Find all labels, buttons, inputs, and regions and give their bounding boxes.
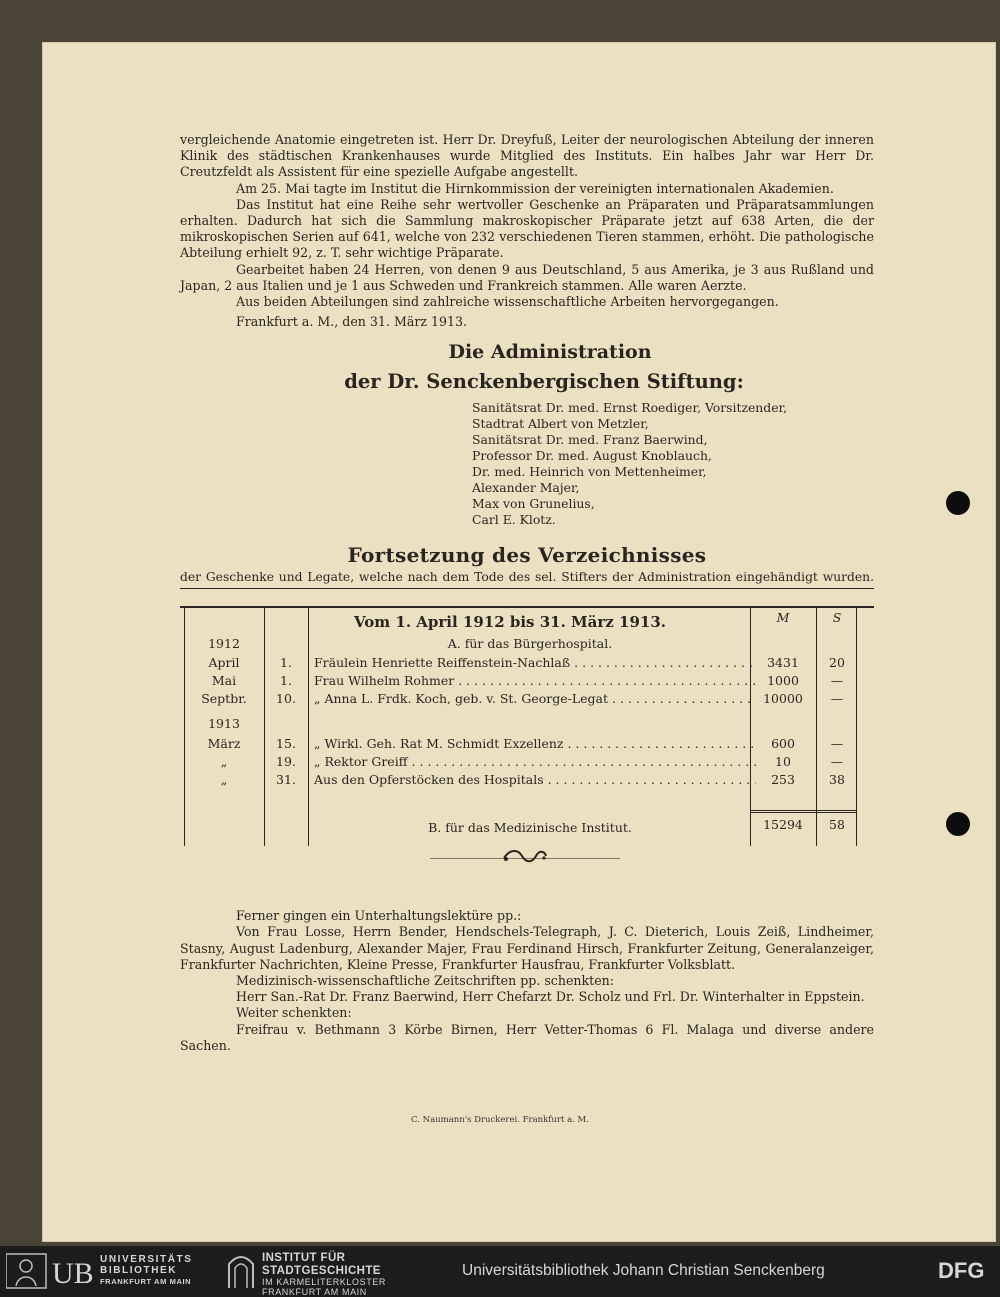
dateline: Frankfurt a. M., den 31. März 1913.: [236, 314, 468, 330]
mark-column-header: M: [776, 610, 790, 626]
signatory-list: [472, 400, 874, 527]
row-description: „ Wirkl. Geh. Rat M. Schmidt Exzellenz . . .: [314, 736, 756, 752]
foundation-heading: der Dr. Senckenbergischen Stiftung:: [344, 370, 744, 394]
ornament-divider: [430, 858, 620, 859]
list-subtitle: der Geschenke und Legate, welche nach dem Tode des sel. Stifters der Administration eingehändigt wurden.: [180, 569, 874, 589]
signatory: Sanitätsrat Dr. med. Ernst Roediger, Vorsitzender,: [472, 400, 788, 416]
signatory: Alexander Majer,: [472, 479, 580, 495]
signatory: Sanitätsrat Dr. med. Franz Baerwind,: [472, 432, 708, 448]
intro-paragraph: Das Institut hat eine Reihe sehr wertvoller Geschenke an Präparaten und Präparatsammlungen erhalten. Dadurch hat sich die Sammlung makroskopischer Präparate jetzt auf 638 Arten, die der mikroskopischen Serien auf 641, welche von 232 verschiedenen Tieren stammen, erhöht. Die pathologische Abteilung erhielt 92, z. T. sehr wichtige Präparate.: [180, 196, 874, 261]
row-pfennig: 38: [829, 772, 845, 788]
row-pfennig: —: [830, 691, 844, 707]
row-mark: 253: [771, 772, 795, 788]
row-description: „ Rektor Greiff . . .: [314, 754, 756, 770]
row-mark: 10: [775, 754, 791, 770]
signatory: Professor Dr. med. August Knoblauch,: [472, 448, 712, 464]
column-rule: [264, 608, 265, 846]
row-description: „ Anna L. Frdk. Koch, geb. v. St. George-Legat . . .: [314, 691, 756, 707]
row-month: Septbr.: [201, 691, 247, 707]
document-body: [180, 132, 874, 1054]
total-pfennig: 58: [829, 817, 845, 833]
signatory: Dr. med. Heinrich von Mettenheimer,: [472, 464, 707, 480]
row-description: Aus den Opferstöcken des Hospitals . . .: [314, 772, 756, 788]
svg-text:DFG: DFG: [938, 1258, 985, 1282]
dfg-logo-icon: [938, 1258, 994, 1282]
row-description: Fräulein Henriette Reiffenstein-Nachlaß . . .: [314, 655, 756, 671]
isg-wordmark-line: IM KARMELITERKLOSTER: [262, 1277, 387, 1287]
total-rule: [750, 810, 856, 811]
section-a-heading: A. für das Bürgerhospital.: [447, 636, 613, 652]
ub-wordmark-line: UNIVERSITÄTS: [100, 1254, 193, 1265]
isg-wordmark: [262, 1252, 386, 1297]
row-pfennig: 20: [829, 655, 845, 671]
row-description: Frau Wilhelm Rohmer . . .: [314, 673, 756, 689]
row-month: März: [207, 736, 241, 752]
year-label: 1913: [208, 716, 240, 732]
viewer-footer: [0, 1246, 1000, 1295]
ornament-row: [180, 846, 874, 876]
donor-paragraph: Medizinisch-wissenschaftliche Zeitschriften pp. schenkten:: [236, 972, 615, 988]
library-name: Universitätsbibliothek Johann Christian Senckenberg: [462, 1262, 825, 1279]
signatory: Carl E. Klotz.: [472, 511, 556, 527]
row-mark: 10000: [763, 691, 803, 707]
donor-paragraph: Ferner gingen ein Unterhaltungslektüre pp.:: [236, 908, 522, 924]
punch-hole: [946, 491, 970, 515]
row-mark: 600: [771, 736, 795, 752]
isg-wordmark-line: FRANKFURT AM MAIN: [262, 1287, 367, 1297]
signatory: Max von Grunelius,: [472, 495, 595, 511]
isg-wordmark-line: INSTITUT FÜR: [262, 1252, 346, 1264]
row-day: 10.: [276, 691, 296, 707]
year-label: 1912: [208, 636, 240, 652]
column-rule: [308, 608, 309, 846]
signatory: Stadtrat Albert von Metzler,: [472, 416, 649, 432]
row-month: „: [220, 772, 228, 788]
total-mark: 15294: [763, 817, 803, 833]
donor-paragraph: Herr San.-Rat Dr. Franz Baerwind, Herr Chefarzt Dr. Scholz und Frl. Dr. Winterhalter in Eppstein.: [236, 989, 865, 1005]
row-day: 1.: [280, 655, 292, 671]
ub-wordmark: [100, 1254, 193, 1287]
intro-paragraph: Gearbeitet haben 24 Herren, von denen 9 aus Deutschland, 5 aus Amerika, je 3 aus Rußland und Japan, 2 aus Italien und je 1 aus Schweden und Frankreich stammen. Alle waren Aerzte.: [180, 261, 874, 293]
row-month: „: [220, 754, 228, 770]
row-mark: 1000: [767, 673, 799, 689]
row-day: 31.: [276, 772, 296, 788]
donor-paragraph: Weiter schenkten:: [236, 1005, 352, 1021]
ornament-flourish-icon: [500, 846, 550, 866]
intro-paragraph: Aus beiden Abteilungen sind zahlreiche wissenschaftliche Arbeiten hervorgegangen.: [236, 294, 779, 310]
administration-heading: Die Administration: [448, 341, 652, 364]
row-month: April: [208, 655, 240, 671]
donation-ledger: [180, 606, 874, 846]
donor-paragraph: Von Frau Losse, Herrn Bender, Hendschels-Telegraph, J. C. Dieterich, Louis Zeiß, Lindheimer, Stasny, August Ladenburg, Alexander Majer, Frau Ferdinand Hirsch, Frankfurter Zeitung, Generalanzeiger, Frankfurter Nachrichten, Kleine Presse, Frankfurter Hausfrau, Frankfurter Volksblatt.: [180, 924, 874, 972]
donor-section: [180, 908, 874, 1054]
row-pfennig: —: [830, 673, 844, 689]
isg-logo-icon: [226, 1252, 256, 1290]
intro-paragraph: vergleichende Anatomie eingetreten ist. Herr Dr. Dreyfuß, Leiter der neurologischen Abteilung der inneren Klinik des städtischen Krankenhauses wurde Mitglied des Instituts. Ein halbes Jahr war Herr Dr. Creutzfeldt als Assistent für eine spezielle Aufgabe angestellt.: [180, 132, 874, 180]
row-mark: 3431: [767, 655, 799, 671]
donor-paragraph: Freifrau v. Bethmann 3 Körbe Birnen, Herr Vetter-Thomas 6 Fl. Malaga und diverse andere Sachen.: [180, 1021, 874, 1053]
row-pfennig: —: [830, 754, 844, 770]
ledger-period: Vom 1. April 1912 bis 31. März 1913.: [354, 613, 666, 632]
ub-wordmark-line: BIBLIOTHEK: [100, 1265, 178, 1276]
pfennig-column-header: S: [832, 610, 842, 626]
row-day: 19.: [276, 754, 296, 770]
column-rule: [856, 608, 857, 846]
list-title: Fortsetzung des Verzeichnisses: [347, 542, 707, 567]
intro-paragraph: Am 25. Mai tagte im Institut die Hirnkommission der vereinigten internationalen Akademien.: [236, 180, 834, 196]
row-month: Mai: [211, 673, 237, 689]
ub-wordmark-line: FRANKFURT AM MAIN: [100, 1277, 192, 1286]
total-rule: [750, 812, 856, 813]
section-b-heading: B. für das Medizinische Institut.: [428, 820, 632, 836]
printer-imprint: C. Naumann's Druckerei. Frankfurt a. M.: [411, 1115, 589, 1125]
row-day: 1.: [280, 673, 292, 689]
row-pfennig: —: [830, 736, 844, 752]
isg-wordmark-line: STADTGESCHICHTE: [262, 1264, 381, 1277]
punch-hole: [946, 812, 970, 836]
row-day: 15.: [276, 736, 296, 752]
svg-text:UB: UB: [52, 1257, 94, 1290]
